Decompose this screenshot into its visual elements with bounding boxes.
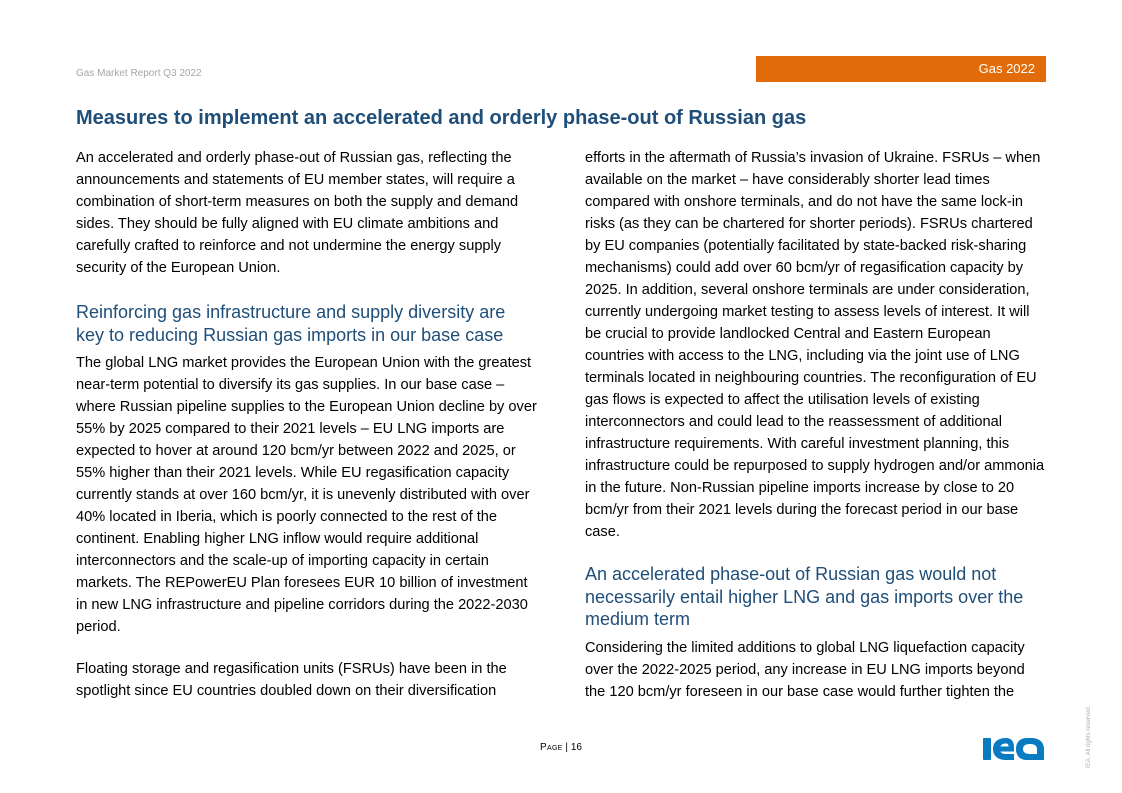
page-number [540, 742, 582, 753]
section-heading-infrastructure: Reinforcing gas infrastructure and supply diversity are key to reducing Russian gas imports in our base case [76, 302, 506, 345]
page-number-value: 16 [570, 742, 582, 753]
liquefaction-paragraph: Considering the limited additions to global LNG liquefaction capacity over the 2022-2025 period, any increase in EU LNG imports beyond the 120 bcm/yr foreseen in our base case would further tighten the [585, 639, 1025, 700]
right-column [585, 147, 1047, 703]
intro-paragraph: An accelerated and orderly phase-out of Russian gas, reflecting the announcements and statements of EU member states, will require a combination of short-term measures on both the supply and demand sides. They should be fully aligned with EU climate ambitions and carefully crafted to reinforce and not undermine the energy supply security of the European Union. [76, 150, 519, 276]
page-separator: | [562, 742, 571, 753]
fsru-paragraph-continued: efforts in the aftermath of Russia’s invasion of Ukraine. FSRUs – when available on the market – have considerably shorter lead times compared with onshore terminals, and do not have the same lock-in risks (as they can be chartered for shorter periods). FSRUs chartered by EU companies (potentially facilitated by state-backed risk-sharing mechanisms) could add over 60 bcm/yr of regasification capacity by 2025. In addition, several onshore terminals are under consideration, currently undergoing market testing to assess levels of interest. It will be crucial to provide landlocked Central and Eastern European countries with access to the LNG, including via the joint use of LNG terminals located in neighbouring countries. The reconfiguration of EU gas flows is expected to affect the utilisation levels of existing interconnectors and could lead to the reassessment of additional infrastructure requirements. With careful investment planning, this infrastructure could be repurposed to supply hydrogen and/or ammonia in the future. Non-Russian pipeline imports increase by close to 20 bcm/yr from their 2021 levels during the forecast period in our base case. [585, 150, 1045, 540]
left-column [76, 147, 538, 702]
section-heading-phase-out: An accelerated phase-out of Russian gas would not necessarily entail higher LNG and gas imports over the medium term [585, 564, 1024, 629]
page-label: Page [540, 742, 563, 753]
fsru-paragraph-start: Floating storage and regasification units (FSRUs) have been in the spotlight since EU countries doubled down on their diversification [76, 661, 507, 699]
report-name: Gas Market Report Q3 2022 [76, 68, 202, 79]
rights-notice: IEA. All rights reserved. [1086, 705, 1092, 768]
lng-market-paragraph: The global LNG market provides the European Union with the greatest near-term potential to diversify its gas supplies. In our base case – where Russian pipeline supplies to the European Union decline by over 55% by 2025 compared to their 2021 levels – EU LNG imports are expected to hover at around 120 bcm/yr between 2022 and 2025, or 55% higher than their 2021 levels. While EU regasification capacity currently stands at over 160 bcm/yr, it is unevenly distributed with over 40% located in Iberia, which is poorly connected to the rest of the continent. Enabling higher LNG inflow would require additional interconnectors and the scale-up of importing capacity in certain markets. The REPowerEU Plan foresees EUR 10 billion of investment in new LNG infrastructure and pipeline corridors during the 2022-2030 period. [76, 355, 537, 635]
page-title: Measures to implement an accelerated and orderly phase-out of Russian gas [76, 107, 807, 129]
iea-logo [982, 732, 1046, 762]
section-band: Gas 2022 [756, 56, 1046, 82]
